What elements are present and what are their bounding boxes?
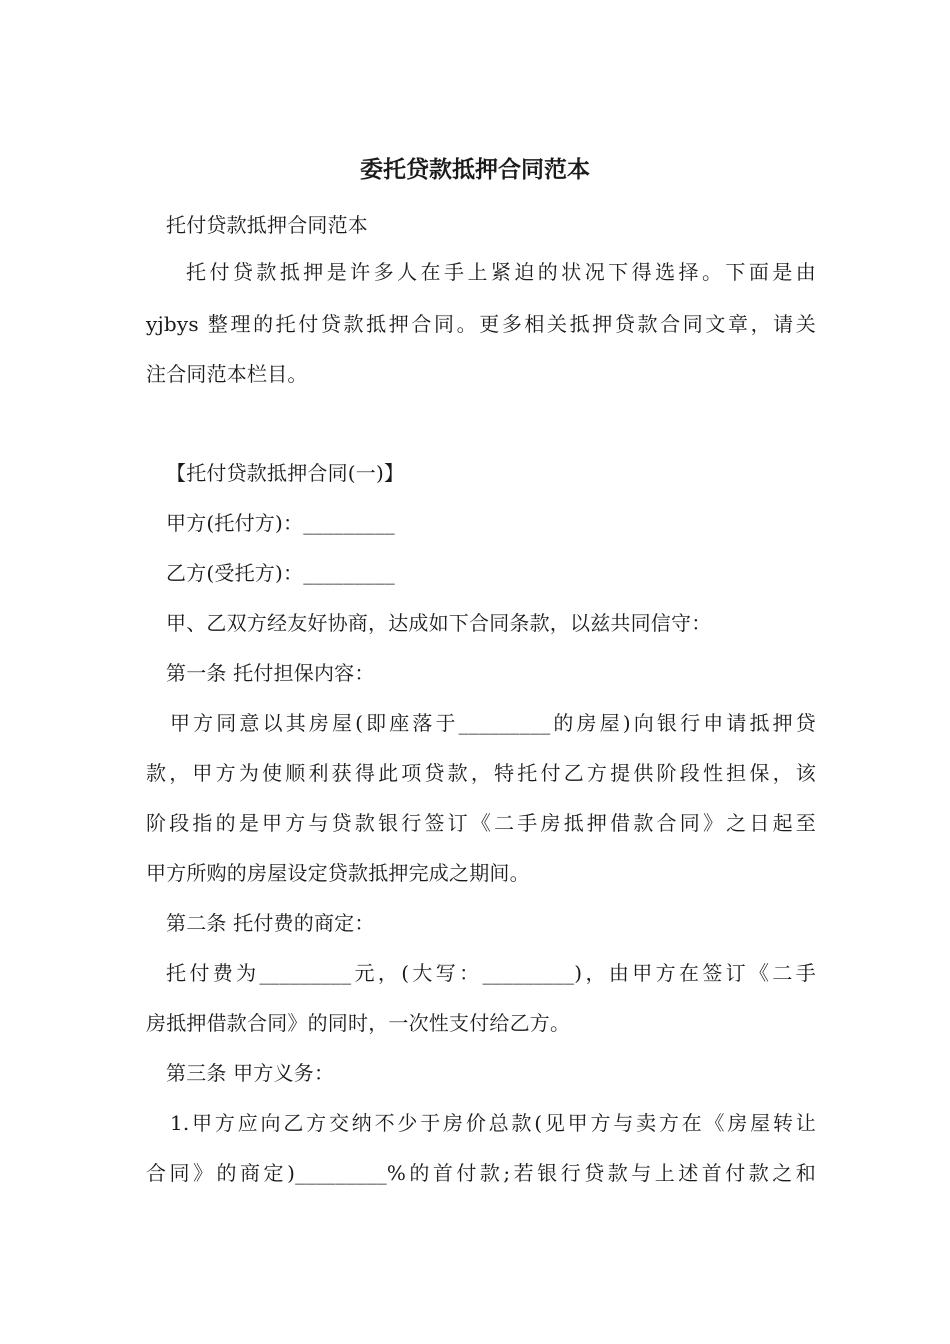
article-2-line-2: 房抵押借款合同》的同时，一次性支付给乙方。 [146, 1011, 571, 1035]
article-3-line-2: 合同》的商定)_________%的首付款;若银行贷款与上述首付款之和 [146, 1161, 816, 1185]
article-2-heading: 第二条 托付费的商定： [166, 911, 375, 935]
article-2-line-1: 托付费为_________元，(大写：_________)，由甲方在签订《二手 [166, 961, 816, 985]
party-a-line: 甲方(托付方)：_________ [166, 511, 396, 535]
intro-line-3: 注合同范本栏目。 [146, 362, 308, 386]
party-b-line: 乙方(受托方)：_________ [166, 561, 396, 585]
article-3-line-1: 1.甲方应向乙方交纳不少于房价总款(见甲方与卖方在《房屋转让 [170, 1111, 816, 1135]
agreement-line: 甲、乙双方经友好协商，达成如下合同条款，以兹共同信守： [166, 611, 712, 635]
article-1-line-3: 阶段指的是甲方与贷款银行签订《二手房抵押借款合同》之日起至 [146, 811, 816, 835]
document-title: 委托贷款抵押合同范本 [360, 157, 590, 183]
article-1-heading: 第一条 托付担保内容： [166, 661, 375, 685]
article-1-line-2: 款，甲方为使顺利获得此项贷款，特托付乙方提供阶段性担保，该 [146, 761, 816, 785]
intro-line-2: yjbys 整理的托付贷款抵押合同。更多相关抵押贷款合同文章，请关 [146, 312, 816, 336]
doc-subtitle: 托付贷款抵押合同范本 [166, 213, 368, 237]
article-1-line-1: 甲方同意以其房屋(即座落于_________的房屋)向银行申请抵押贷 [170, 711, 816, 735]
intro-line-1: 托付贷款抵押是许多人在手上紧迫的状况下得选择。下面是由 [186, 260, 816, 284]
article-1-line-4: 甲方所购的房屋设定贷款抵押完成之期间。 [146, 861, 530, 885]
section-heading: 【托付贷款抵押合同(一)】 [166, 461, 405, 485]
article-3-heading: 第三条 甲方义务： [166, 1061, 335, 1085]
